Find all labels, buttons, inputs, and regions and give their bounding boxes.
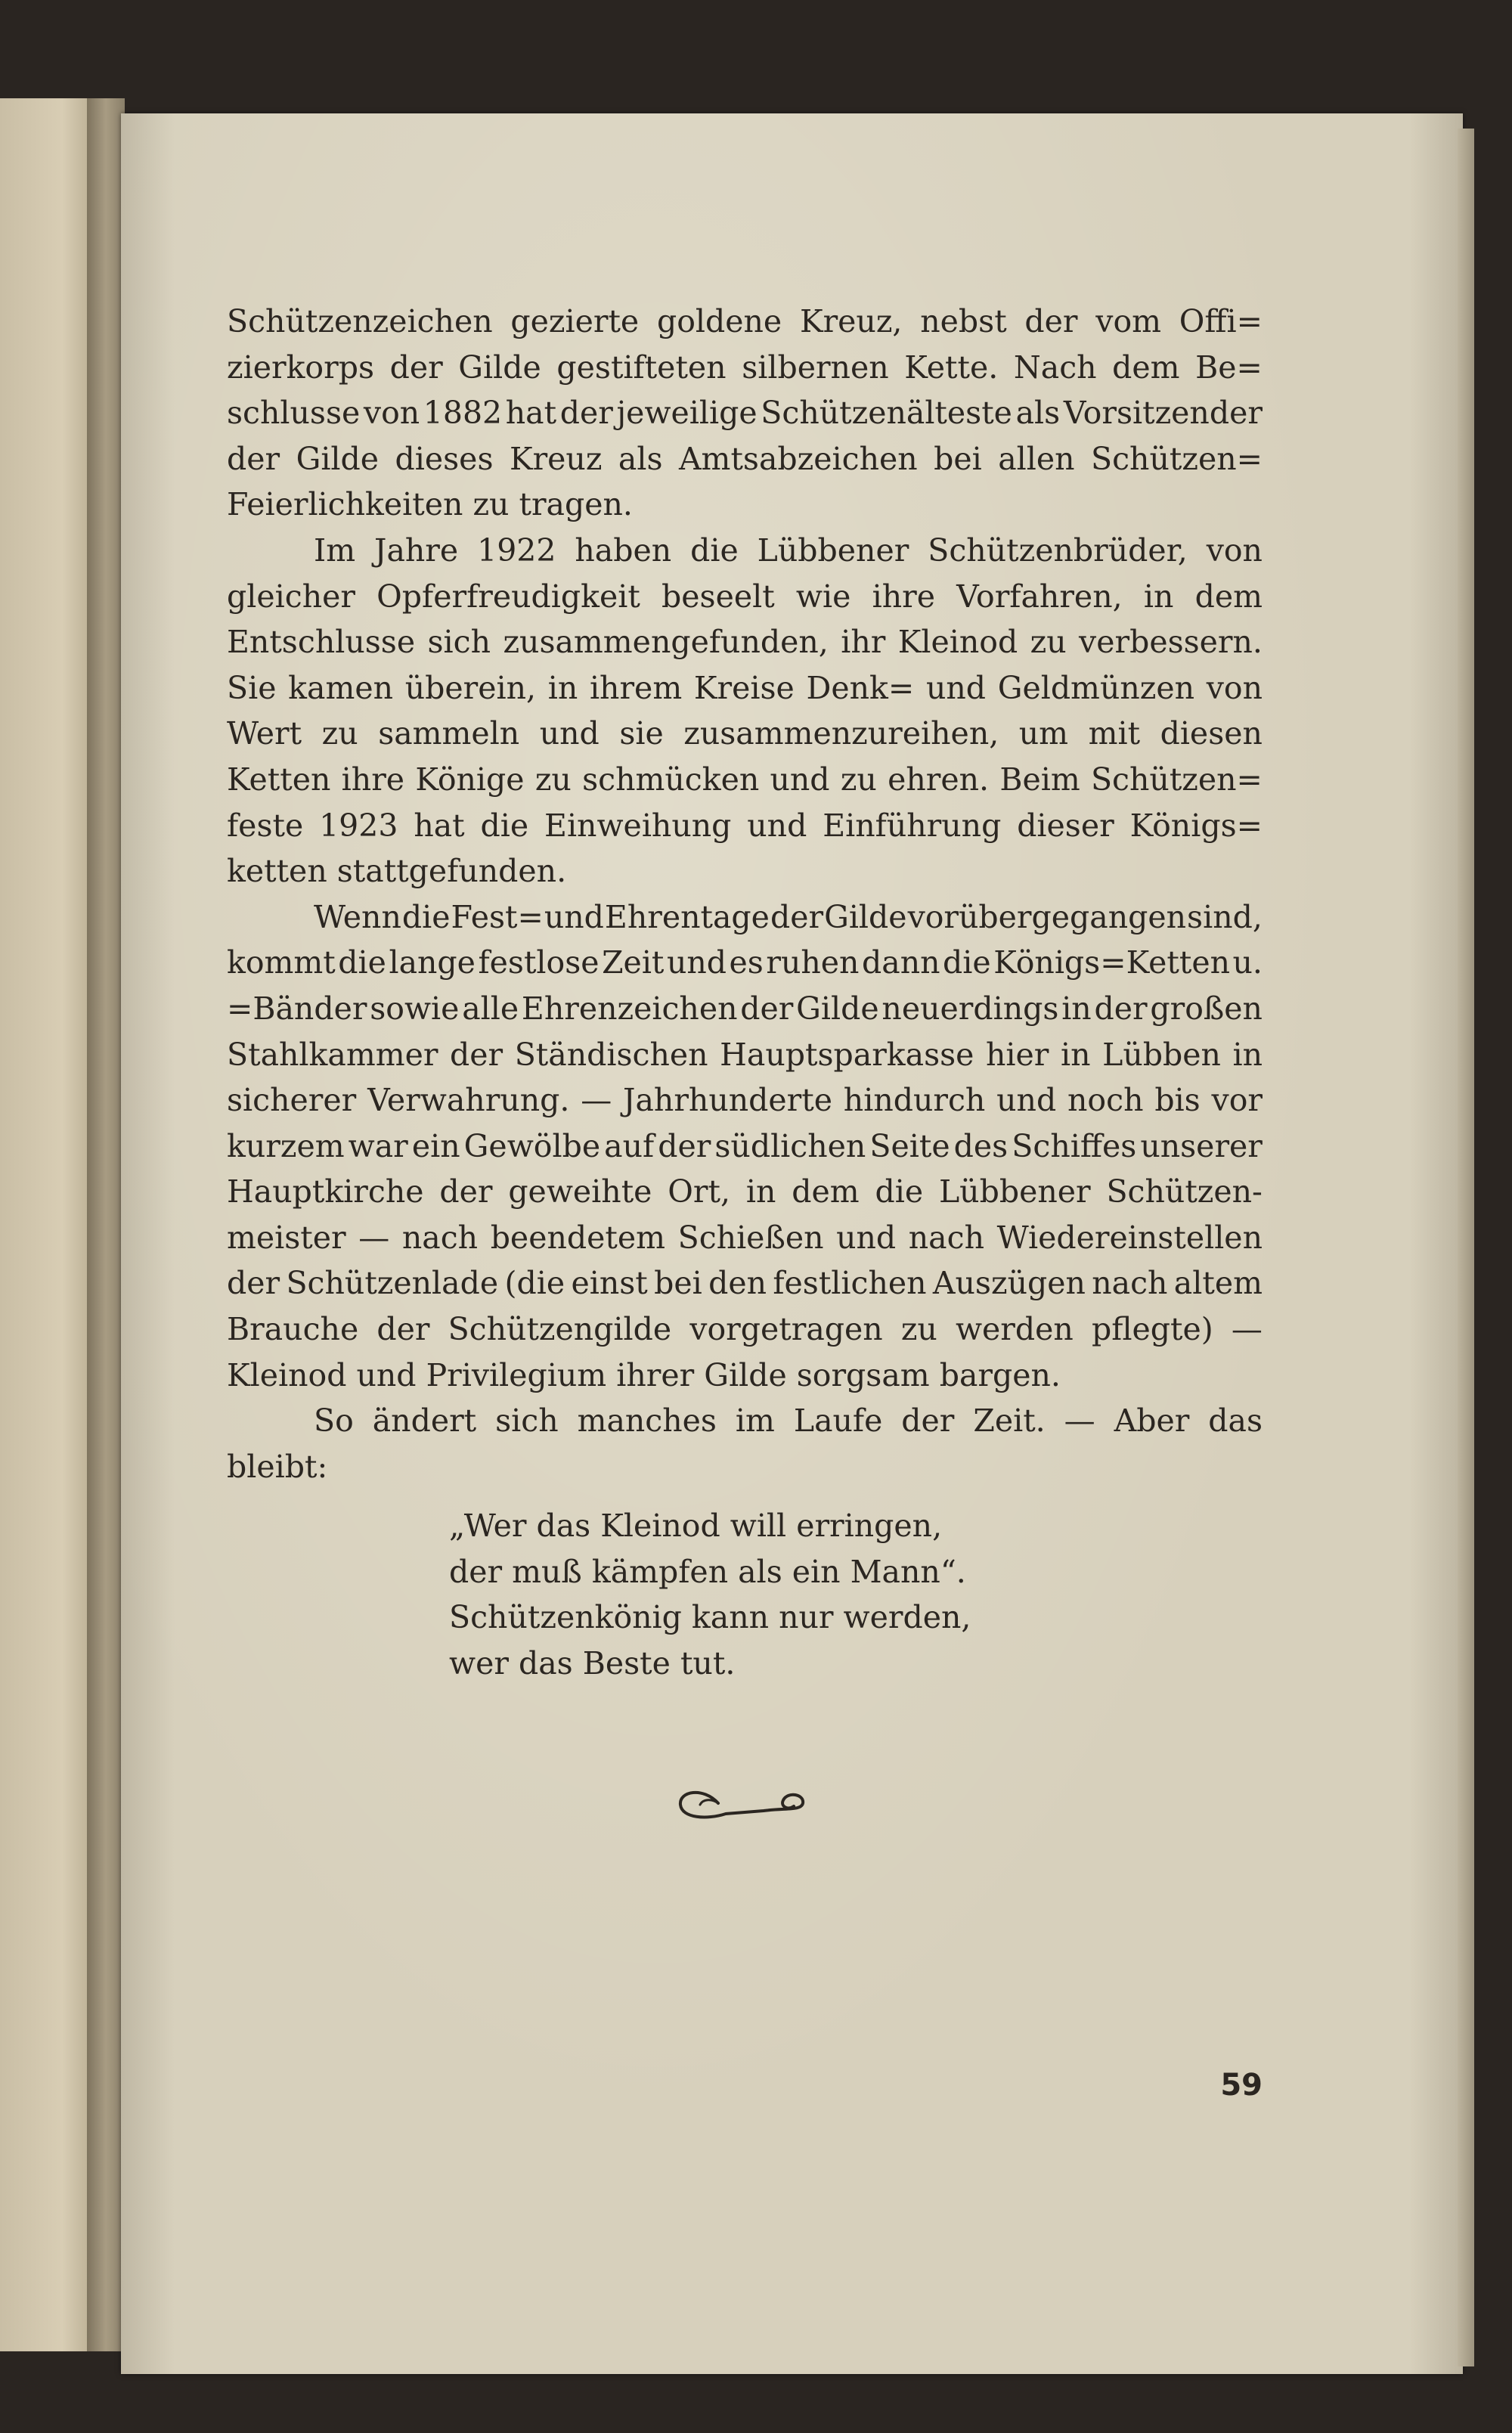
verse-line: Schützenkönig kann nur werden, bbox=[449, 1599, 971, 1636]
verse-line: wer das Beste tut. bbox=[449, 1644, 736, 1681]
text-line: gleicher Opferfreudigkeit beseelt wie ihre Vorfahren, in dem bbox=[227, 578, 1263, 615]
text-line: feste 1923 hat die Einweihung und Einführung dieser Königs= bbox=[227, 807, 1263, 844]
text-line: meister — nach beendetem Schießen und nach Wiedereinstellen bbox=[227, 1219, 1263, 1256]
text-line: So ändert sich manches im Laufe der Zeit. — Aber das bbox=[314, 1402, 1263, 1440]
verse-line: der muß kämpfen als ein Mann“. bbox=[449, 1553, 966, 1590]
text-line: Wenn die Fest= und Ehrentage der Gilde vorübergegangen sind, bbox=[314, 898, 1263, 935]
verse-quote bbox=[449, 1503, 971, 1686]
text-line: Schützenzeichen gezierte goldene Kreuz, nebst der vom Offi= bbox=[227, 303, 1263, 339]
text-line: kurzem war ein Gewölbe auf der südlichen Seite des Schiffes unserer bbox=[227, 1127, 1263, 1164]
text-line: Ketten ihre Könige zu schmücken und zu ehren. Beim Schützen= bbox=[227, 761, 1263, 798]
text-line: Entschlusse sich zusammengefunden, ihr Kleinod zu verbessern. bbox=[227, 624, 1263, 661]
text-line: zierkorps der Gilde gestifteten silbernen Kette. Nach dem Be= bbox=[227, 349, 1263, 386]
text-line: Wert zu sammeln und sie zusammenzureihen, um mit diesen bbox=[227, 715, 1263, 752]
page-stack-edge bbox=[1458, 129, 1474, 2366]
text-line: Brauche der Schützengilde vorgetragen zu werden pflegte) — bbox=[227, 1311, 1263, 1348]
verse-line: „Wer das Kleinod will erringen, bbox=[449, 1508, 943, 1544]
text-line: ketten stattgefunden. bbox=[227, 853, 567, 890]
text-line: Sie kamen überein, in ihrem Kreise Denk= und Geldmünzen von bbox=[227, 669, 1263, 706]
text-line: Feierlichkeiten zu tragen. bbox=[227, 486, 633, 523]
body-text bbox=[227, 299, 1263, 1489]
text-line: Hauptkirche der geweihte Ort, in dem die Lübbener Schützen- bbox=[227, 1173, 1263, 1210]
text-line: kommt die lange festlose Zeit und es ruhen dann die Königs=Ketten u. bbox=[227, 944, 1263, 981]
book-spine bbox=[87, 98, 125, 2351]
text-line: Im Jahre 1922 haben die Lübbener Schützenbrüder, von bbox=[314, 532, 1263, 569]
text-line: der Gilde dieses Kreuz als Amtsabzeichen bei allen Schützen= bbox=[227, 440, 1263, 477]
text-line: der Schützenlade (die einst bei den festlichen Auszügen nach altem bbox=[227, 1265, 1263, 1302]
text-line: Kleinod und Privilegium ihrer Gilde sorgsam bargen. bbox=[227, 1356, 1061, 1393]
text-line: Stahlkammer der Ständischen Hauptsparkasse hier in Lübben in bbox=[227, 1036, 1263, 1073]
page-number: 59 bbox=[1220, 2068, 1263, 2103]
text-line: =Bänder sowie alle Ehrenzeichen der Gilde neuerdings in der großen bbox=[227, 990, 1263, 1027]
text-line: bleibt: bbox=[227, 1448, 328, 1485]
text-line: sicherer Verwahrung. — Jahrhunderte hindurch und noch bis vor bbox=[227, 1082, 1263, 1119]
text-line: schlusse von 1882 hat der jeweilige Schützenälteste als Vorsitzender bbox=[227, 395, 1263, 432]
decorative-flourish-ornament bbox=[673, 1781, 813, 1826]
